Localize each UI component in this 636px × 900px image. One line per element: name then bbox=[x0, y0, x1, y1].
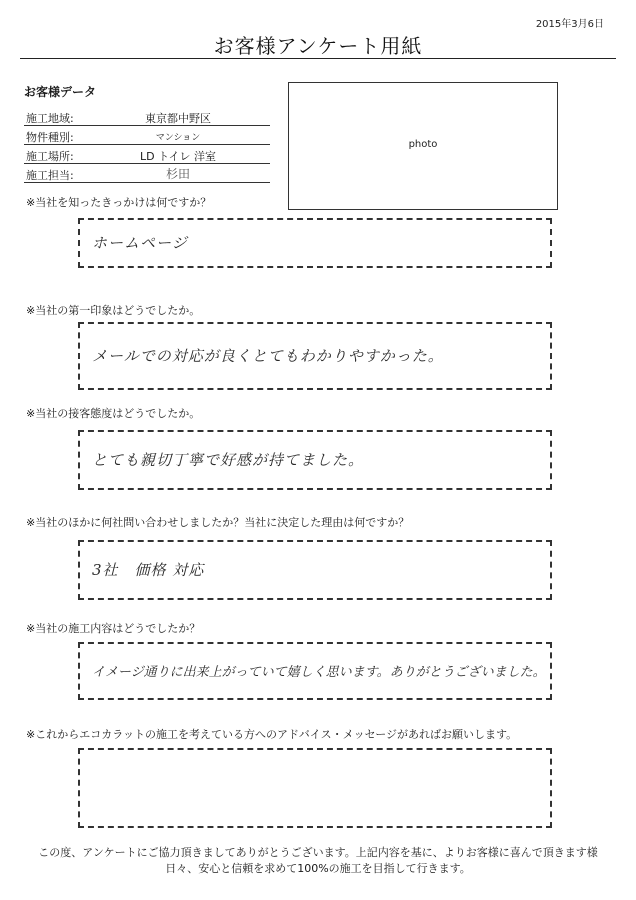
info-row-property-type bbox=[24, 127, 270, 145]
info-row-staff bbox=[24, 165, 270, 183]
footer-line-1: この度、アンケートにご協力頂きましてありがとうございます。上記内容を基に、よりお客様に喜んで頂きます様 bbox=[38, 846, 598, 859]
answer-box-5 bbox=[78, 642, 552, 700]
answer-box-3 bbox=[78, 430, 552, 490]
form-title: お客様アンケート用紙 bbox=[213, 34, 423, 58]
question-5: ※当社の施工内容はどうでしたか？ bbox=[26, 622, 201, 635]
info-value-staff: 杉田 bbox=[165, 167, 190, 181]
answer-3: とても親切丁寧で好感が持てました。 bbox=[92, 451, 365, 470]
question-2: ※当社の第一印象はどうでしたか。 bbox=[26, 304, 201, 317]
info-label-property-type: 物件種別: bbox=[26, 131, 74, 144]
answer-box-1 bbox=[78, 218, 552, 268]
photo-label: photo bbox=[408, 139, 438, 150]
answer-4: 3社 価格 対応 bbox=[92, 561, 205, 580]
answer-box-4 bbox=[78, 540, 552, 600]
form-date: 2015年3月6日 bbox=[535, 19, 604, 30]
info-label-area: 施工地域: bbox=[26, 112, 74, 125]
info-row-location bbox=[24, 146, 270, 164]
answer-5: イメージ通りに出来上がっていて嬉しく思います。ありがとうございました。 bbox=[92, 665, 546, 681]
title-underline bbox=[20, 58, 616, 59]
info-label-staff: 施工担当: bbox=[26, 169, 74, 182]
answer-box-2 bbox=[78, 322, 552, 390]
info-value-location: LD トイレ 洋室 bbox=[139, 150, 217, 163]
info-row-area bbox=[24, 108, 270, 126]
footer-line-2: 日々、安心と信頼を求めて100%の施工を目指して行きます。 bbox=[165, 862, 471, 875]
answer-2: メールでの対応が良くとてもわかりやすかった。 bbox=[92, 347, 444, 366]
photo-box bbox=[288, 82, 558, 210]
info-value-area: 東京都中野区 bbox=[145, 112, 211, 125]
question-4: ※当社のほかに何社問い合わせしましたか？当社に決定した理由は何ですか？ bbox=[26, 516, 410, 529]
answer-1: ホームページ bbox=[92, 234, 188, 253]
question-3: ※当社の接客態度はどうでしたか。 bbox=[26, 407, 201, 420]
question-6: ※これからエコカラットの施工を考えている方へのアドバイス・メッセージがあればお願いします。 bbox=[26, 728, 518, 741]
info-value-property-type: マンション bbox=[155, 133, 201, 143]
answer-box-6 bbox=[78, 748, 552, 828]
info-label-location: 施工場所: bbox=[26, 150, 74, 163]
customer-data-heading: お客様データ bbox=[24, 85, 97, 99]
question-1: ※当社を知ったきっかけは何ですか？ bbox=[26, 196, 212, 209]
